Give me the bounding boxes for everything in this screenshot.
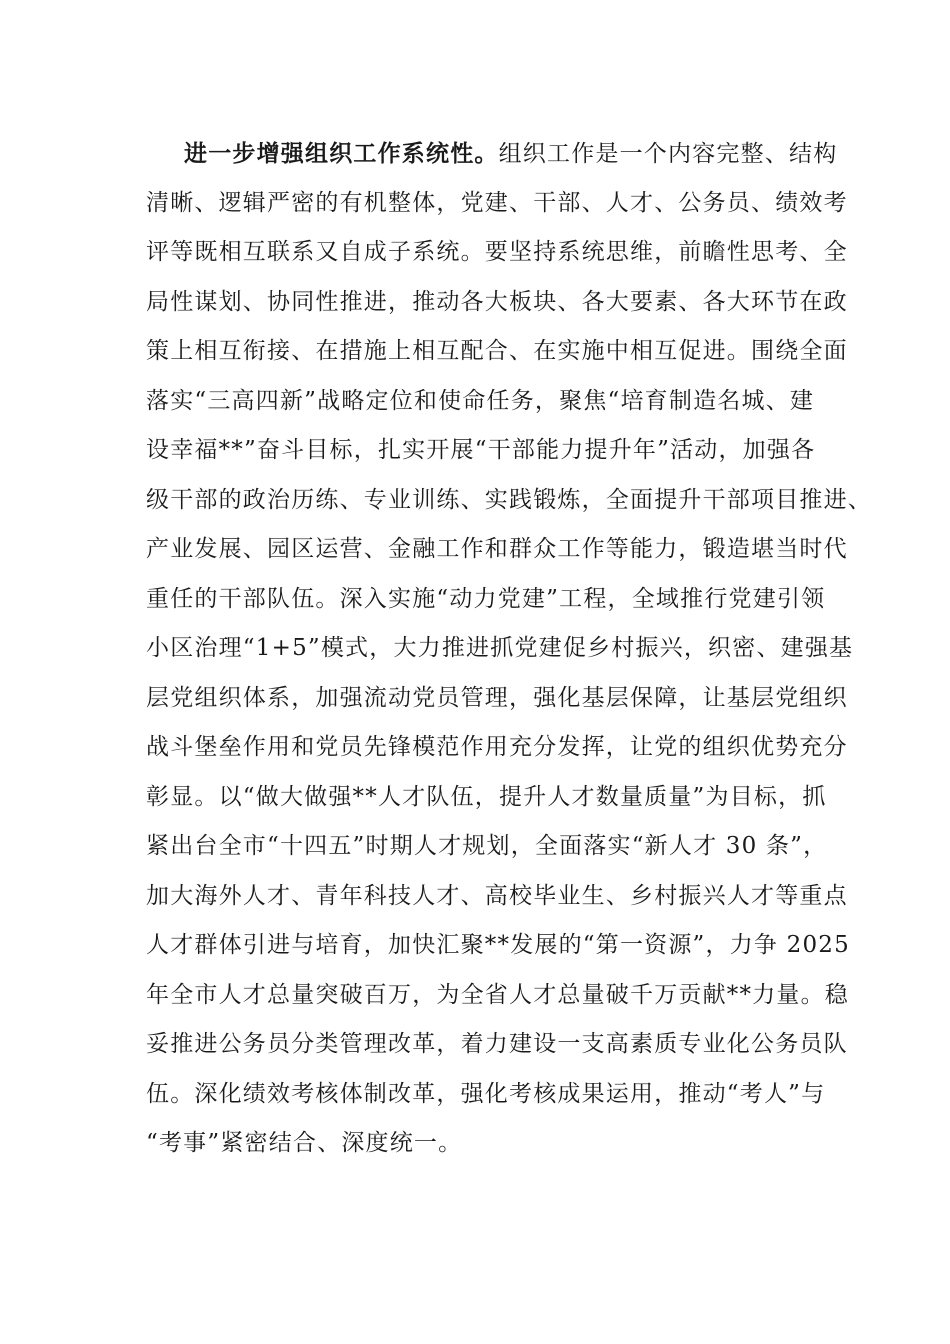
paragraph-line: “考事”紧密结合、深度统一。 (146, 1130, 463, 1156)
paragraph-line: 彰显。以“做大做强**人才队伍，提升人才数量质量”为目标，抓 (146, 783, 827, 810)
paragraph-line: 层党组织体系，加强流动党员管理，强化基层保障，让基层党组织 (146, 684, 848, 711)
paragraph-line: 落实“三高四新”战略定位和使命任务，聚焦“培育制造名城、建 (146, 387, 815, 414)
paragraph-line: 清晰、逻辑严密的有机整体，党建、干部、人才、公务员、绩效考 (146, 189, 848, 216)
paragraph-line: 重任的干部队伍。深入实施“动力党建”工程，全域推行党建引领 (146, 585, 826, 612)
paragraph-line: 产业发展、园区运营、金融工作和群众工作等能力，锻造堪当时代 (146, 536, 848, 562)
paragraph-line-text: 组织工作是一个内容完整、结构 (498, 141, 838, 167)
paragraph-line: 妥推进公务员分类管理改革，着力建设一支高素质专业化公务员队 (146, 1031, 848, 1057)
body-paragraph (146, 129, 872, 1169)
paragraph-line: 策上相互衔接、在措施上相互配合、在实施中相互促进。围绕全面 (146, 338, 848, 364)
paragraph-line: 级干部的政治历练、专业训练、实践锻炼，全面提升干部项目推进、 (146, 486, 872, 513)
paragraph-line: 年全市人才总量突破百万，为全省人才总量破千万贡献**力量。稳 (146, 981, 849, 1008)
paragraph-line (146, 129, 836, 179)
paragraph-line: 加大海外人才、青年科技人才、高校毕业生、乡村振兴人才等重点 (146, 882, 848, 909)
paragraph-line: 战斗堡垒作用和党员先锋模范作用充分发挥，让党的组织优势充分 (146, 734, 848, 760)
paragraph-line: 紧出台全市“十四五”时期人才规划，全面落实“新人才 30 条”， (146, 833, 828, 859)
paragraph-line: 人才群体引进与培育，加快汇聚**发展的“第一资源”，力争 2025 (146, 932, 850, 958)
paragraph-line: 设幸福**”奋斗目标，扎实开展“干部能力提升年”活动，加强各 (146, 437, 816, 463)
paragraph-line: 小区治理“1+5”模式，大力推进抓党建促乡村振兴，织密、建强基 (146, 635, 854, 661)
paragraph-line: 局性谋划、协同性推进，推动各大板块、各大要素、各大环节在政 (146, 288, 848, 315)
paragraph-line: 伍。深化绩效考核体制改革，强化考核成果运用，推动“考人”与 (146, 1080, 826, 1107)
paragraph-lead-heading: 进一步增强组织工作系统性。 (184, 140, 499, 167)
paragraph-line: 评等既相互联系又自成子系统。要坚持系统思维，前瞻性思考、全 (146, 239, 848, 265)
